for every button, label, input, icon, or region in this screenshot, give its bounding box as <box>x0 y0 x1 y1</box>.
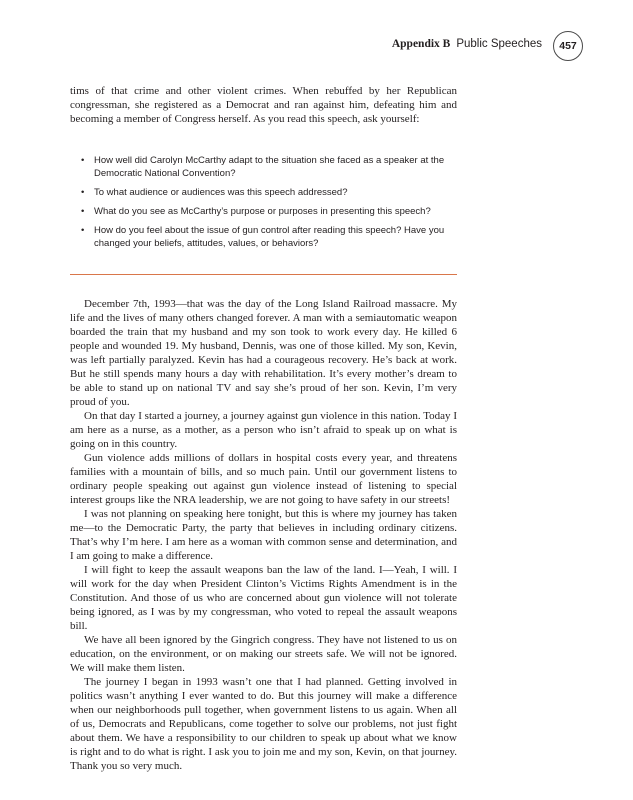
bullet-icon: • <box>81 206 85 217</box>
speech-paragraph: December 7th, 1993—that was the day of the Long Island Railroad massacre. My life and the lives of many others changed forever. A man with a semiautomatic weapon boarded the train that my husband and my son took to work every day. He killed 6 people and wounded 19. My husband, Dennis, was one of those killed. My son, Kevin, was left partially paralyzed. Kevin has had a courageous recovery. He’s back at work. But he still spends many hours a day with rehabilitation. It’s every mother’s dream to be able to stand up on national TV and say she’s proud of her son. Kevin, I’m very proud of you. <box>70 298 457 408</box>
speech-paragraph: The journey I began in 1993 wasn’t one that I had planned. Getting involved in politics wasn’t anything I ever wanted to do. But this journey will make a difference when our neighborhoods pull together, when government listens to us again. When all of us, Democrats and Republicans, come together to solve our problems, not just fight about them. We have a responsibility to our children to speak up about what we know is right and to do what is right. I ask you to join me and my son, Kevin, on that journey. Thank you so very much. <box>70 676 457 772</box>
bullet-icon: • <box>81 187 85 198</box>
question-text: How do you feel about the issue of gun control after reading this speech? Have you changed your beliefs, attitudes, values, or behaviors? <box>94 225 445 249</box>
intro-paragraph: tims of that crime and other violent crimes. When rebuffed by her Republican congressman, she registered as a Democrat and ran against him, defeating him and becoming a member of Congress herself. As you read this speech, ask yourself: <box>70 85 457 125</box>
speech-text <box>70 297 457 773</box>
header-title: Public Speeches <box>456 38 542 50</box>
bullet-icon: • <box>81 155 85 166</box>
speech-paragraph: On that day I started a journey, a journey against gun violence in this nation. Today I am here as a nurse, as a mother, as a person who isn’t afraid to speak up on what is going on in this country. <box>70 410 457 450</box>
page-number: 457 <box>553 31 583 61</box>
question-text: To what audience or audiences was this speech addressed? <box>94 187 348 198</box>
bullet-icon: • <box>81 225 85 236</box>
question-text: What do you see as McCarthy’s purpose or purposes in presenting this speech? <box>94 206 431 217</box>
speech-paragraph: I will fight to keep the assault weapons ban the law of the land. I—Yeah, I will. I will work for the day when President Clinton’s Victims Rights Amendment is in the Constitution. And those of us who are concerned about gun violence will not tolerate being ignored, as I was by my congressman, who voted to repeal the assault weapons bill. <box>70 564 457 632</box>
question-item <box>78 205 458 218</box>
speech-paragraph: I was not planning on speaking here tonight, but this is where my journey has taken me—to the Democratic Party, the party that believes in including ordinary citizens. That’s why I’m here. I am here as a woman with common sense and determination, and I am going to make a difference. <box>70 508 457 562</box>
question-item <box>78 154 458 180</box>
header-label <box>392 38 542 50</box>
speech-paragraph: We have all been ignored by the Gingrich congress. They have not listened to us on education, on the environment, or on making our streets safe. We will not be ignored. We will make them listen. <box>70 634 457 674</box>
question-text: How well did Carolyn McCarthy adapt to the situation she faced as a speaker at the Democratic National Convention? <box>94 155 445 179</box>
header-section: Appendix B <box>391 38 451 50</box>
question-item <box>78 186 458 199</box>
question-item <box>78 224 458 250</box>
speech-paragraph: Gun violence adds millions of dollars in hospital costs every year, and threatens families with a mountain of bills, and so much pain. Until our government listens to ordinary people speaking out against gun violence instead of listening to special interest groups like the NRA leadership, we are not going to have safety in our streets! <box>70 452 457 506</box>
reflection-questions <box>78 154 458 256</box>
section-divider <box>70 274 457 275</box>
running-header <box>0 36 633 60</box>
